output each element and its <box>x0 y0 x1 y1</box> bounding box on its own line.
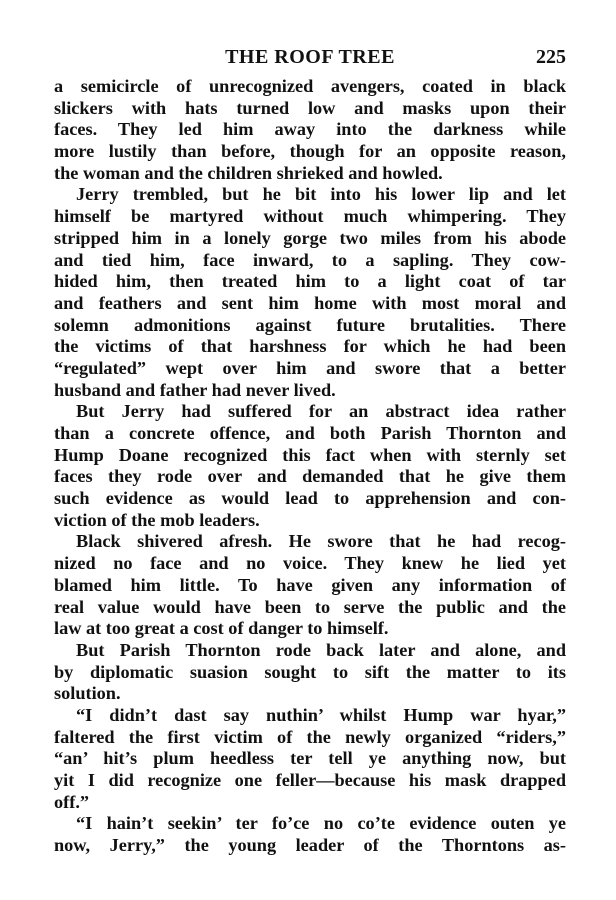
text-line: “regulated” wept over him and swore that a better <box>54 357 566 378</box>
text-line: and tied him, face inward, to a sapling. They cow- <box>54 249 566 270</box>
text-line: solution. <box>54 683 121 704</box>
text-line: real value would have been to serve the public and the <box>54 596 566 617</box>
text-line: “I didn’t dast say nuthin’ whilst Hump war hyar,” <box>76 704 566 725</box>
text-line: Hump Doane recognized this fact when with sternly set <box>54 444 566 465</box>
running-title: THE ROOF TREE <box>225 46 395 68</box>
text-line: But Jerry had suffered for an abstract idea rather <box>76 401 566 422</box>
page-number: 225 <box>536 46 566 68</box>
text-line: by diplomatic suasion sought to sift the matter to its <box>54 661 566 682</box>
text-line: the woman and the children shrieked and howled. <box>54 162 443 183</box>
text-line: hided him, then treated him to a light coat of tar <box>54 271 566 292</box>
text-line: law at too great a cost of danger to himself. <box>54 618 389 639</box>
text-line: blamed him little. To have given any information of <box>54 574 566 595</box>
text-line: off.” <box>54 791 90 812</box>
text-line: stripped him in a lonely gorge two miles from his abode <box>54 227 566 248</box>
body-text <box>54 76 566 857</box>
text-line: faltered the first victim of the newly organized “riders,” <box>54 726 566 747</box>
text-line: faces they rode over and demanded that he give them <box>54 466 566 487</box>
text-line: Jerry trembled, but he bit into his lower lip and let <box>76 184 566 205</box>
text-line: himself be martyred without much whimpering. They <box>54 206 566 227</box>
text-line: a semicircle of unrecognized avengers, coated in black <box>54 76 566 96</box>
text-line: nized no face and no voice. They knew he lied yet <box>54 553 566 574</box>
text-line: the victims of that harshness for which he had been <box>54 336 566 357</box>
text-line: faces. They led him away into the darkness while <box>54 119 566 140</box>
text-line: viction of the mob leaders. <box>54 509 260 530</box>
text-line: yit I did recognize one feller—because his mask drapped <box>54 770 566 790</box>
text-line: such evidence as would lead to apprehension and con- <box>54 488 566 509</box>
running-header <box>54 46 566 72</box>
text-line: But Parish Thornton rode back later and alone, and <box>76 639 566 660</box>
text-line: husband and father had never lived. <box>54 379 336 400</box>
text-line: and feathers and sent him home with most moral and <box>54 292 566 313</box>
text-line: solemn admonitions against future brutalities. There <box>54 314 566 335</box>
text-line: slickers with hats turned low and masks upon their <box>54 97 566 118</box>
text-line: Black shivered afresh. He swore that he had recog- <box>76 531 566 552</box>
text-line: more lustily than before, though for an opposite reason, <box>54 141 566 162</box>
text-line: now, Jerry,” the young leader of the Thorntons as- <box>54 835 566 856</box>
text-line: than a concrete offence, and both Parish Thornton and <box>54 423 566 443</box>
text-line: “an’ hit’s plum heedless ter tell ye anything now, but <box>54 748 566 769</box>
text-line: “I hain’t seekin’ ter fo’ce no co’te evidence outen ye <box>76 813 566 834</box>
